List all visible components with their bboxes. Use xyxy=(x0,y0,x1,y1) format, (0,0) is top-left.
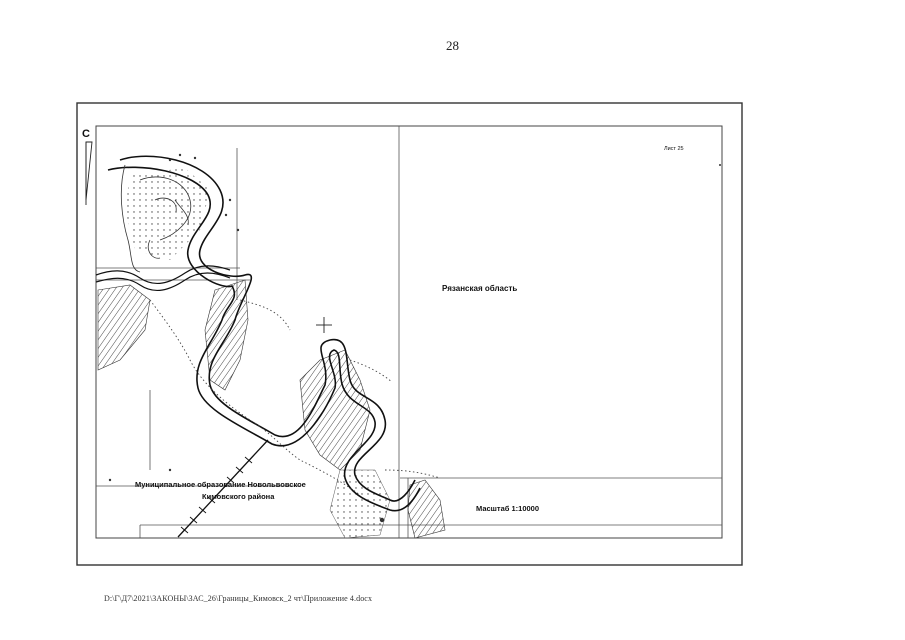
dotted-paths xyxy=(150,300,440,495)
municipality-label: Муниципальное образование Новольвовское xyxy=(135,480,306,489)
municipality-sublabel: Кимовского района xyxy=(202,492,275,501)
scale-label: Масштаб 1:10000 xyxy=(476,504,540,513)
crosshair-marker xyxy=(316,317,332,333)
footer-file-path: D:\Г\Д7\2021\ЗАКОНЫ\ЗАС_26\Границы_Кимовск_2 чт\Приложение 4.docx xyxy=(104,594,373,603)
page-number: 28 xyxy=(446,38,459,53)
sheet-label: Лист 25 xyxy=(664,146,684,152)
north-label: С xyxy=(82,128,90,140)
region-label: Рязанская область xyxy=(442,284,518,293)
north-arrow xyxy=(82,128,92,205)
